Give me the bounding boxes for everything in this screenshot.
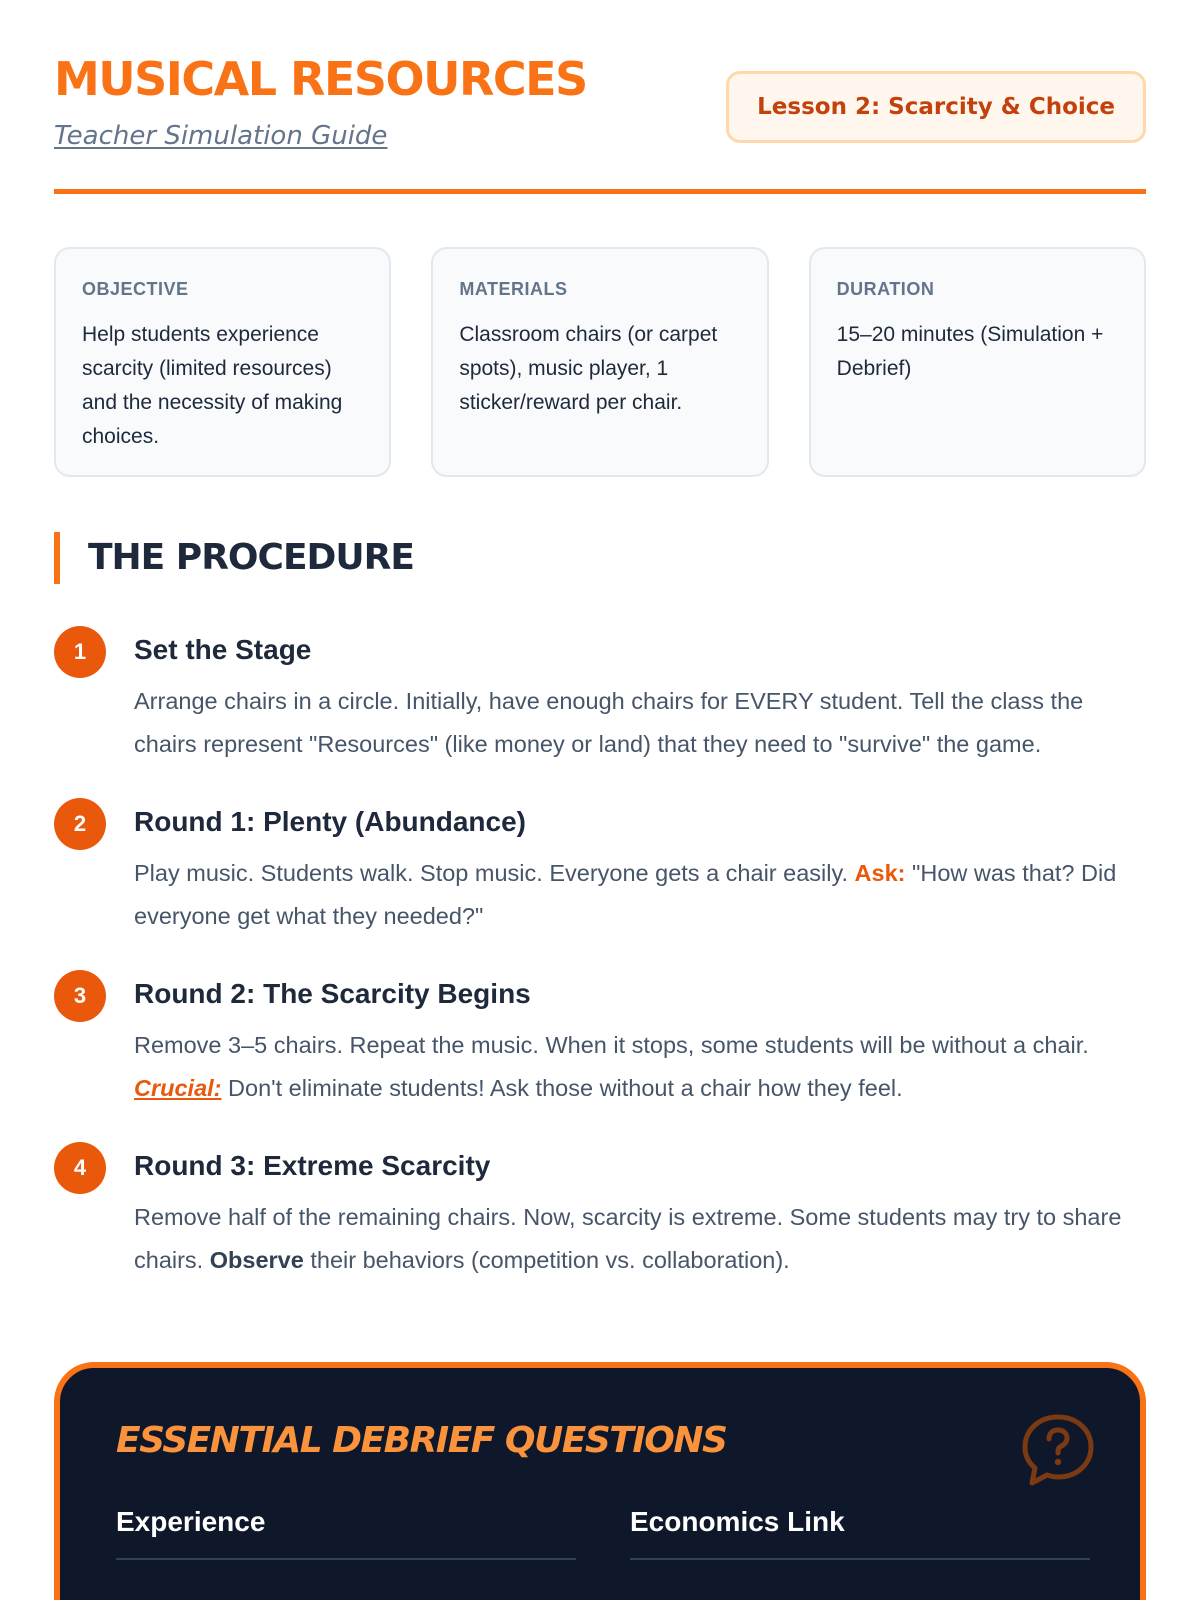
info-cards xyxy=(54,247,1146,477)
step-number-badge: 4 xyxy=(54,1142,106,1194)
step-title: Round 1: Plenty (Abundance) xyxy=(134,806,526,837)
step-text xyxy=(134,1024,1146,1110)
card-label: MATERIALS xyxy=(459,279,568,299)
ask-label: Ask: xyxy=(854,860,906,886)
step-text-part: Don't eliminate students! Ask those without a chair how they feel. xyxy=(221,1075,903,1101)
observe-label: Observe xyxy=(209,1247,304,1273)
step-title: Set the Stage xyxy=(134,634,312,665)
duration-card xyxy=(809,247,1146,477)
debrief-column-economics-link: Economics Link xyxy=(630,1506,1090,1560)
procedure-step xyxy=(54,966,1146,1110)
step-number-badge: 2 xyxy=(54,798,106,850)
page-title: MUSICAL RESOURCES xyxy=(54,52,587,106)
card-text: Help students experience scarcity (limited resources) and the necessity of making choices. xyxy=(82,323,343,448)
objective-card xyxy=(54,247,391,477)
step-title: Round 2: The Scarcity Begins xyxy=(134,978,531,1009)
step-text-part: their behaviors (competition vs. collaboration). xyxy=(303,1247,790,1273)
card-label: OBJECTIVE xyxy=(82,279,189,299)
procedure-step xyxy=(54,794,1146,938)
question-chat-icon xyxy=(1020,1412,1096,1488)
debrief-column-experience: Experience xyxy=(116,1506,576,1560)
step-text-part: Remove half of the remaining chairs. Now, scarcity is extreme. Some students may try to share chairs. xyxy=(134,1204,1122,1273)
step-title: Round 3: Extreme Scarcity xyxy=(134,1150,491,1181)
step-text xyxy=(134,852,1146,938)
procedure-steps xyxy=(54,622,1146,1282)
step-text-part: Remove 3–5 chairs. Repeat the music. When it stops, some students will be without a chair. xyxy=(134,1032,1089,1058)
page-subtitle: Teacher Simulation Guide xyxy=(54,121,388,151)
card-label: DURATION xyxy=(836,279,935,299)
step-text-part: Play music. Students walk. Stop music. Everyone gets a chair easily. xyxy=(134,860,855,886)
debrief-panel xyxy=(54,1362,1146,1600)
procedure-step xyxy=(54,622,1146,766)
step-number-badge: 1 xyxy=(54,626,106,678)
step-number-badge: 3 xyxy=(54,970,106,1022)
debrief-title: ESSENTIAL DEBRIEF QUESTIONS xyxy=(116,1420,727,1461)
materials-card xyxy=(431,247,768,477)
header xyxy=(54,0,1146,194)
step-text-part: "How was that? Did everyone get what they needed?" xyxy=(134,860,1117,929)
card-text: Classroom chairs (or carpet spots), music player, 1 sticker/reward per chair. xyxy=(459,323,718,414)
procedure-step xyxy=(54,1138,1146,1282)
crucial-label: Crucial: xyxy=(134,1075,222,1101)
lesson-badge: Lesson 2: Scarcity & Choice xyxy=(726,71,1146,143)
procedure-heading: THE PROCEDURE xyxy=(54,532,414,584)
step-text xyxy=(134,1196,1146,1282)
step-text: Arrange chairs in a circle. Initially, have enough chairs for EVERY student. Tell the class the chairs represent "Resources" (like money or land) that they need to "survive" the game. xyxy=(134,688,1084,757)
card-text: 15–20 minutes (Simulation + Debrief) xyxy=(836,323,1104,380)
